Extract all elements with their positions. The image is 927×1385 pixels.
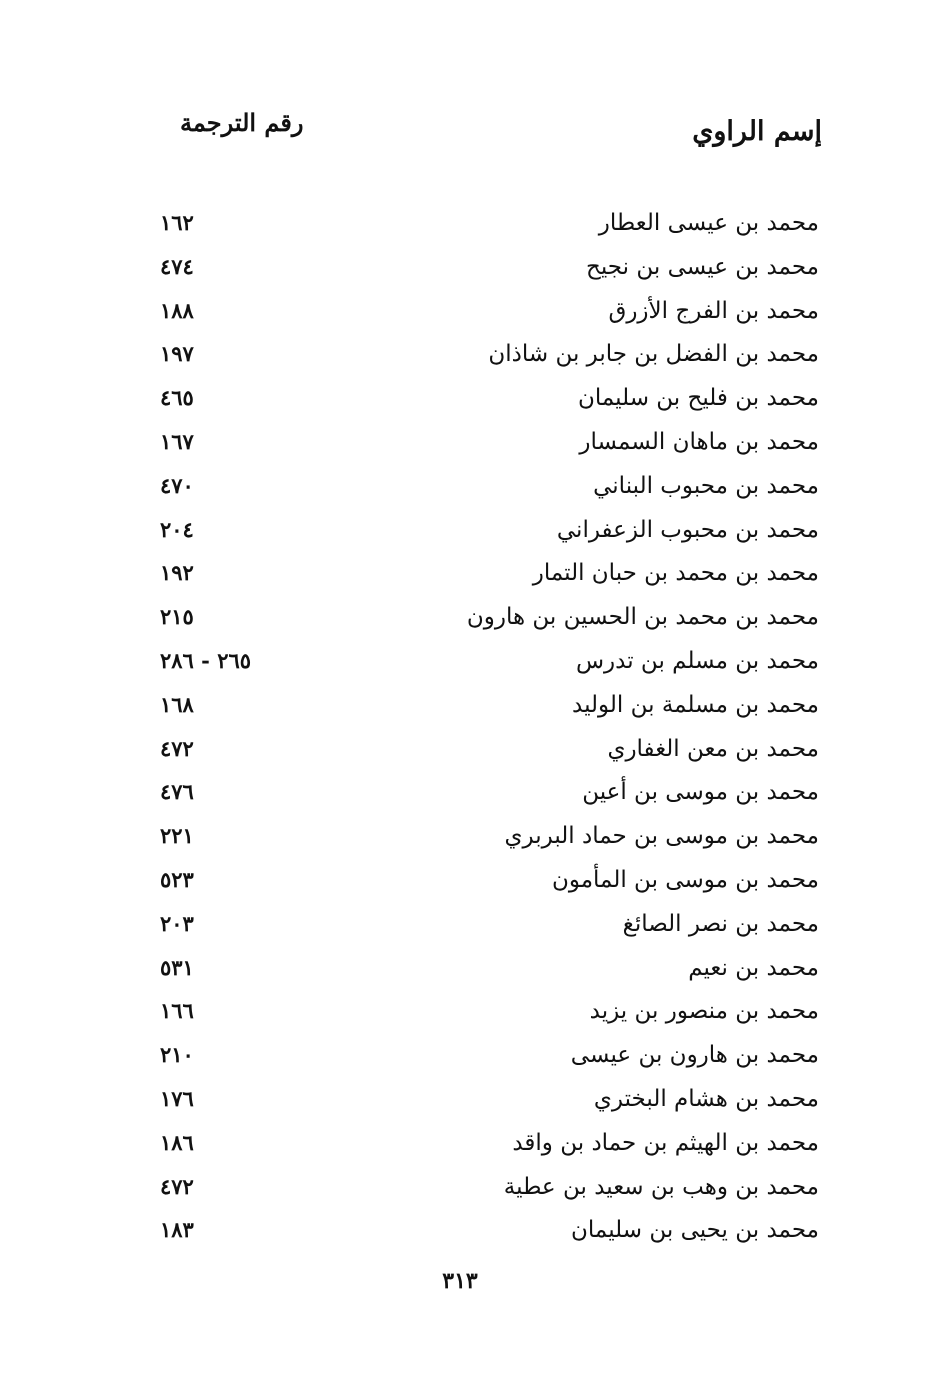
list-item <box>0 862 927 906</box>
list-item <box>0 818 927 862</box>
narrator-name: محمد بن يحيى بن سليمان <box>571 1217 819 1244</box>
biography-number: ٤٧٢ <box>160 1173 194 1199</box>
biography-number: ٢١٠ <box>160 1042 194 1068</box>
narrator-name: محمد بن وهب بن سعيد بن عطية <box>503 1173 819 1200</box>
list-item <box>0 993 927 1037</box>
biography-number: ٥٢٣ <box>160 866 194 892</box>
list-item <box>0 643 927 687</box>
biography-number: ٢٢١ <box>160 823 194 849</box>
biography-number: ١٩٢ <box>160 560 194 586</box>
biography-number: ١٧٦ <box>160 1085 194 1111</box>
narrator-name: محمد بن محمد بن حبان التمار <box>532 560 819 587</box>
narrator-name: محمد بن الهيثم بن حماد بن واقد <box>512 1129 819 1156</box>
narrator-name: محمد بن محبوب الزعفراني <box>556 516 819 543</box>
list-item <box>0 249 927 293</box>
biography-number: ٢٦٥ - ٢٨٦ <box>160 647 252 673</box>
list-item <box>0 1081 927 1125</box>
narrator-name: محمد بن ماهان السمسار <box>579 428 819 455</box>
list-item <box>0 1125 927 1169</box>
biography-number: ١٦٧ <box>160 428 194 454</box>
narrator-name: محمد بن عيسى العطار <box>598 210 819 236</box>
narrator-name: محمد بن هشام البختري <box>593 1085 819 1112</box>
list-item <box>0 1212 927 1256</box>
biography-number-column-title: رقم الترجمة <box>180 108 304 137</box>
list-item <box>0 950 927 994</box>
biography-number: ٤٧٦ <box>160 779 194 805</box>
narrator-name: محمد بن عيسى بن نجيح <box>586 253 819 280</box>
narrator-name: محمد بن محبوب البناني <box>593 472 819 499</box>
narrator-name: محمد بن موسى بن حماد البربري <box>504 823 819 850</box>
list-item <box>0 906 927 950</box>
biography-number: ١٨٣ <box>160 1217 194 1243</box>
narrator-name: محمد بن هارون بن عيسى <box>570 1042 819 1069</box>
narrator-name-column-title: إسم الراوي <box>692 116 822 147</box>
list-item <box>0 599 927 643</box>
list-item <box>0 336 927 380</box>
narrator-index-list <box>0 205 927 1256</box>
list-item <box>0 205 927 249</box>
list-item <box>0 555 927 599</box>
narrator-name: محمد بن مسلمة بن الوليد <box>572 691 819 718</box>
narrator-name: محمد بن محمد بن الحسين بن هارون <box>466 604 819 631</box>
biography-number: ١٨٦ <box>160 1129 194 1155</box>
narrator-name: محمد بن مسلم بن تدرس <box>575 647 819 674</box>
narrator-name: محمد بن موسى بن المأمون <box>551 866 819 893</box>
narrator-name: محمد بن نصر الصائغ <box>622 910 819 937</box>
biography-number: ٤٧٢ <box>160 735 194 761</box>
list-item <box>0 687 927 731</box>
biography-number: ٢٠٣ <box>160 910 194 936</box>
list-item <box>0 512 927 556</box>
list-item <box>0 293 927 337</box>
page-number: ٣١٣ <box>442 1268 478 1294</box>
biography-number: ٤٧٠ <box>160 472 194 498</box>
list-item <box>0 468 927 512</box>
biography-number: ٢١٥ <box>160 604 194 630</box>
list-item <box>0 380 927 424</box>
biography-number: ٢٠٤ <box>160 516 194 542</box>
biography-number: ١٨٨ <box>160 297 194 323</box>
list-item <box>0 1169 927 1213</box>
narrator-name: محمد بن منصور بن يزيد <box>589 998 819 1025</box>
narrator-name: محمد بن معن الغفاري <box>607 735 819 762</box>
list-item <box>0 774 927 818</box>
list-item <box>0 731 927 775</box>
biography-number: ١٦٢ <box>160 210 194 235</box>
narrator-name: محمد بن الفرج الأزرق <box>608 297 819 324</box>
narrator-name: محمد بن موسى بن أعين <box>582 779 819 806</box>
biography-number: ٥٣١ <box>160 954 194 980</box>
narrator-name: محمد بن الفضل بن جابر بن شاذان <box>488 341 819 368</box>
biography-number: ٤٧٤ <box>160 253 194 279</box>
list-item <box>0 1037 927 1081</box>
narrator-name: محمد بن فليح بن سليمان <box>577 385 819 412</box>
list-item <box>0 424 927 468</box>
biography-number: ١٦٨ <box>160 691 194 717</box>
biography-number: ٤٦٥ <box>160 385 194 411</box>
biography-number: ١٩٧ <box>160 341 194 367</box>
biography-number: ١٦٦ <box>160 998 194 1024</box>
narrator-name: محمد بن نعيم <box>688 954 819 981</box>
